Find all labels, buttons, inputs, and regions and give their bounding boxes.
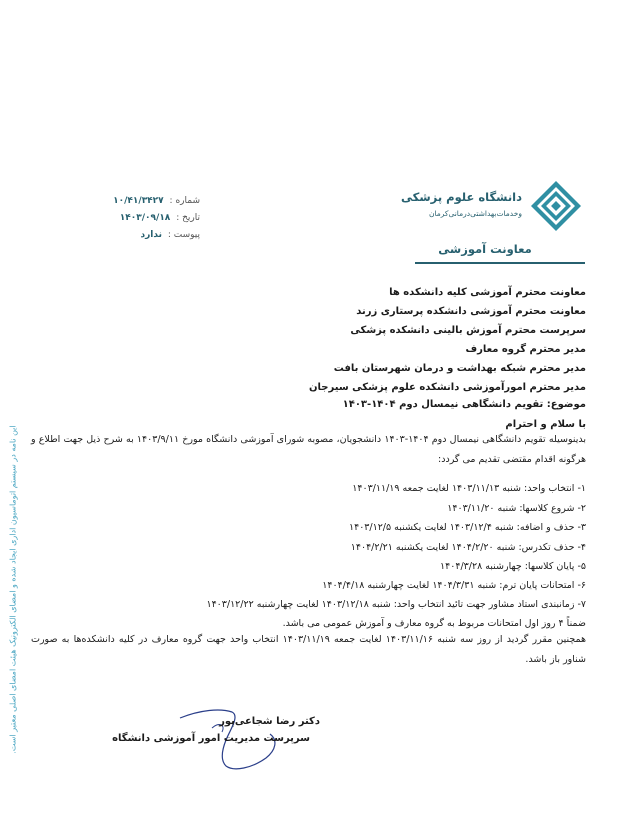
university-name: دانشگاه علوم پزشکی [401, 190, 522, 204]
letter-meta [60, 193, 200, 244]
recipient-line: سرپرست محترم آموزش بالینی دانشکده پزشکی [350, 325, 586, 336]
recipient-line: مدیر محترم گروه معارف [465, 344, 586, 355]
calendar-item: ۵- پایان کلاسها: چهارشنبه ۱۴۰۴/۳/۲۸ [440, 561, 586, 572]
department-title: معاونت آموزشی [438, 242, 532, 256]
university-logo-icon [530, 180, 582, 232]
exam-note: ضمناً ۴ روز اول امتحانات مربوط به گروه معارف و آموزش عمومی می باشد. [282, 618, 586, 629]
subject-line: موضوع: تقویم دانشگاهی نیمسال دوم ۱۴۰۴-۱۴۰۳ [342, 399, 586, 410]
recipient-line: معاونت محترم آموزشی دانشکده پرستاری زرند [356, 306, 586, 317]
recipient-line: مدیر محترم شبکه بهداشت و درمان شهرستان بافت [333, 363, 586, 374]
meta-attachment-row [60, 227, 200, 244]
meta-attachment-value: ندارد [140, 230, 162, 240]
calendar-item: ۷- زمانبندی استاد مشاور جهت تائید انتخاب واحد: شنبه ۱۴۰۳/۱۲/۱۸ لغایت چهارشنبه ۱۴۰۳/۱۲/۲۲ [206, 599, 586, 610]
meta-date-row [60, 210, 200, 227]
calendar-item: ۶- امتحانات پایان ترم: شنبه ۱۴۰۴/۳/۳۱ لغایت چهارشنبه ۱۴۰۴/۴/۱۸ [322, 580, 586, 591]
signatory-name: دکتر رضا شجاعی‌پور [219, 716, 320, 727]
calendar-item: ۴- حذف تکدرس: شنبه ۱۴۰۴/۲/۲۰ لغایت یکشنبه ۱۴۰۴/۲/۲۱ [350, 542, 586, 553]
recipient-line: معاونت محترم آموزشی کلیه دانشکده ها [389, 287, 586, 298]
side-note: این نامه در سیستم اتوماسیون اداری ایجاد شده و امضای الکترونیک هیئت امضای اصلی معتبر است. [8, 425, 18, 754]
university-subtitle: و‌خدمات‌بهداشتی‌درمانی‌کرمان [428, 209, 522, 218]
meta-number-value: ۱۰/۴۱/۳۴۲۷ [113, 196, 164, 206]
calendar-item: ۱- انتخاب واحد: شنبه ۱۴۰۳/۱۱/۱۳ لغایت جمعه ۱۴۰۳/۱۱/۱۹ [352, 483, 586, 494]
meta-date-label: تاریخ : [176, 213, 200, 223]
meta-attachment-label: پیوست : [167, 230, 200, 240]
header-divider [415, 262, 585, 264]
meta-number-row [60, 193, 200, 210]
calendar-item: ۳- حذف و اضافه: شنبه ۱۴۰۳/۱۲/۴ لغایت یکشنبه ۱۴۰۳/۱۲/۵ [348, 522, 586, 533]
signatory-title: سرپرست مدیریت امور آموزشی دانشگاه [112, 733, 310, 744]
meta-date-value: ۱۴۰۳/۰۹/۱۸ [119, 213, 171, 223]
recipient-line: مدیر محترم امورآموزشی دانشکده علوم پزشکی سیرجان [309, 382, 586, 393]
intro-paragraph: بدینوسیله تقویم دانشگاهی نیمسال دوم ۱۴۰۴-۱۴۰۳ دانشجویان، مصوبه شورای آموزشی دانشگاه مورخ ۱۴۰۳/۹/۱۱ به شرح ذیل جهت اطلاع و هرگونه اقدام مقتضی تقدیم می گردد: [31, 434, 586, 465]
final-note-paragraph: همچنین مقرر گردید از روز سه شنبه ۱۴۰۳/۱۱/۱۶ لغایت جمعه ۱۴۰۳/۱۱/۱۹ انتخاب واحد جهت گروه معارف در کلیه دانشکده‌ها به صورت شناور باز باشد. [31, 634, 586, 665]
greeting-line: با سلام و احترام [505, 419, 586, 430]
calendar-item: ۲- شروع کلاسها: شنبه ۱۴۰۳/۱۱/۲۰ [447, 503, 586, 514]
meta-number-label: شماره : [169, 196, 200, 206]
